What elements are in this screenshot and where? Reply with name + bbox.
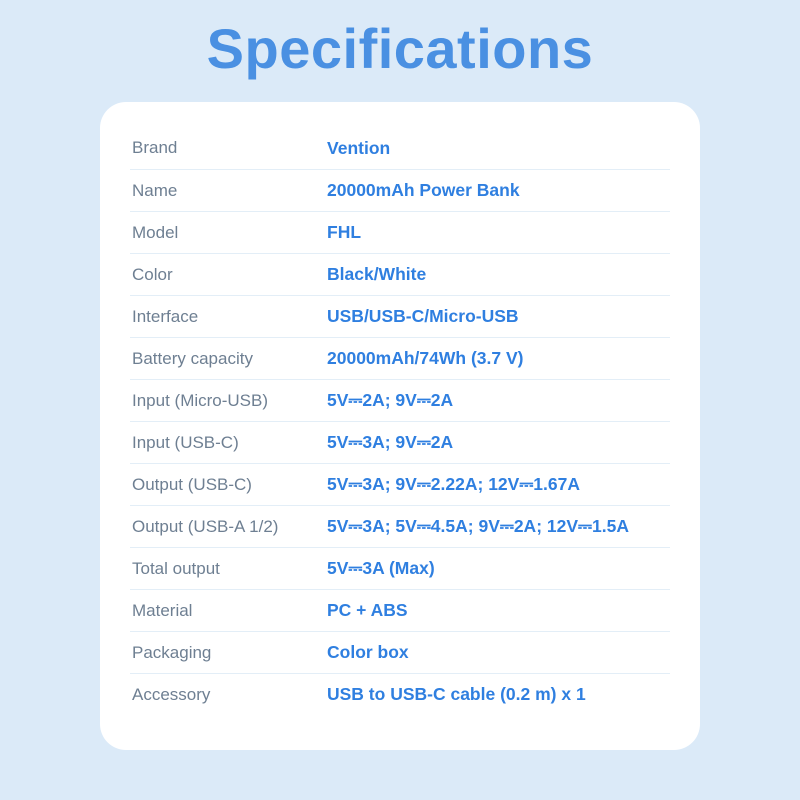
table-row [130, 338, 670, 380]
spec-label: Input (USB-C) [130, 422, 327, 464]
spec-label: Accessory [132, 684, 211, 704]
spec-label: Output (USB-C) [130, 464, 327, 506]
spec-value: 5V⎓3A; 5V⎓4.5A; 9V⎓2A; 12V⎓1.5A [327, 506, 670, 548]
specifications-table-body [130, 128, 670, 716]
spec-value: Color box [327, 632, 670, 674]
table-row [130, 506, 670, 548]
spec-label: Color [130, 254, 327, 296]
specifications-card [100, 102, 700, 750]
spec-value: Black/White [327, 254, 670, 296]
spec-value: 5V⎓3A; 9V⎓2.22A; 12V⎓1.67A [327, 464, 670, 506]
table-row [130, 296, 670, 338]
table-row [130, 212, 670, 254]
spec-label: Input (Micro-USB) [130, 380, 327, 422]
spec-value: USB/USB-C/Micro-USB [327, 296, 670, 338]
table-row [130, 674, 670, 716]
spec-label: Battery capacity [130, 338, 327, 380]
table-row [130, 464, 670, 506]
spec-value: 5V⎓3A (Max) [327, 548, 670, 590]
spec-value: 5V⎓3A; 9V⎓2A [327, 422, 670, 464]
spec-value: 5V⎓2A; 9V⎓2A [327, 380, 670, 422]
specifications-table [130, 128, 670, 716]
spec-label: Model [130, 212, 327, 254]
spec-label: Output (USB-A 1/2) [130, 506, 327, 548]
table-row [130, 170, 670, 212]
spec-label: Total output [130, 548, 327, 590]
spec-label: Packaging [130, 632, 327, 674]
spec-value: PC + ABS [327, 590, 670, 632]
table-row [130, 590, 670, 632]
page-title: Specifications [206, 17, 594, 80]
spec-value: Vention [327, 128, 670, 170]
table-row [130, 548, 670, 590]
table-row [130, 632, 670, 674]
table-row [130, 254, 670, 296]
spec-label: Brand [130, 128, 327, 170]
table-row [130, 380, 670, 422]
spec-value: USB to USB-C cable (0.2 m) x 1 [327, 684, 586, 705]
table-row [130, 128, 670, 170]
spec-label: Interface [130, 296, 327, 338]
table-row [130, 422, 670, 464]
spec-value: 20000mAh Power Bank [327, 170, 670, 212]
spec-value: 20000mAh/74Wh (3.7 V) [327, 338, 670, 380]
spec-label: Material [130, 590, 327, 632]
spec-value: FHL [327, 212, 670, 254]
spec-label: Name [130, 170, 327, 212]
